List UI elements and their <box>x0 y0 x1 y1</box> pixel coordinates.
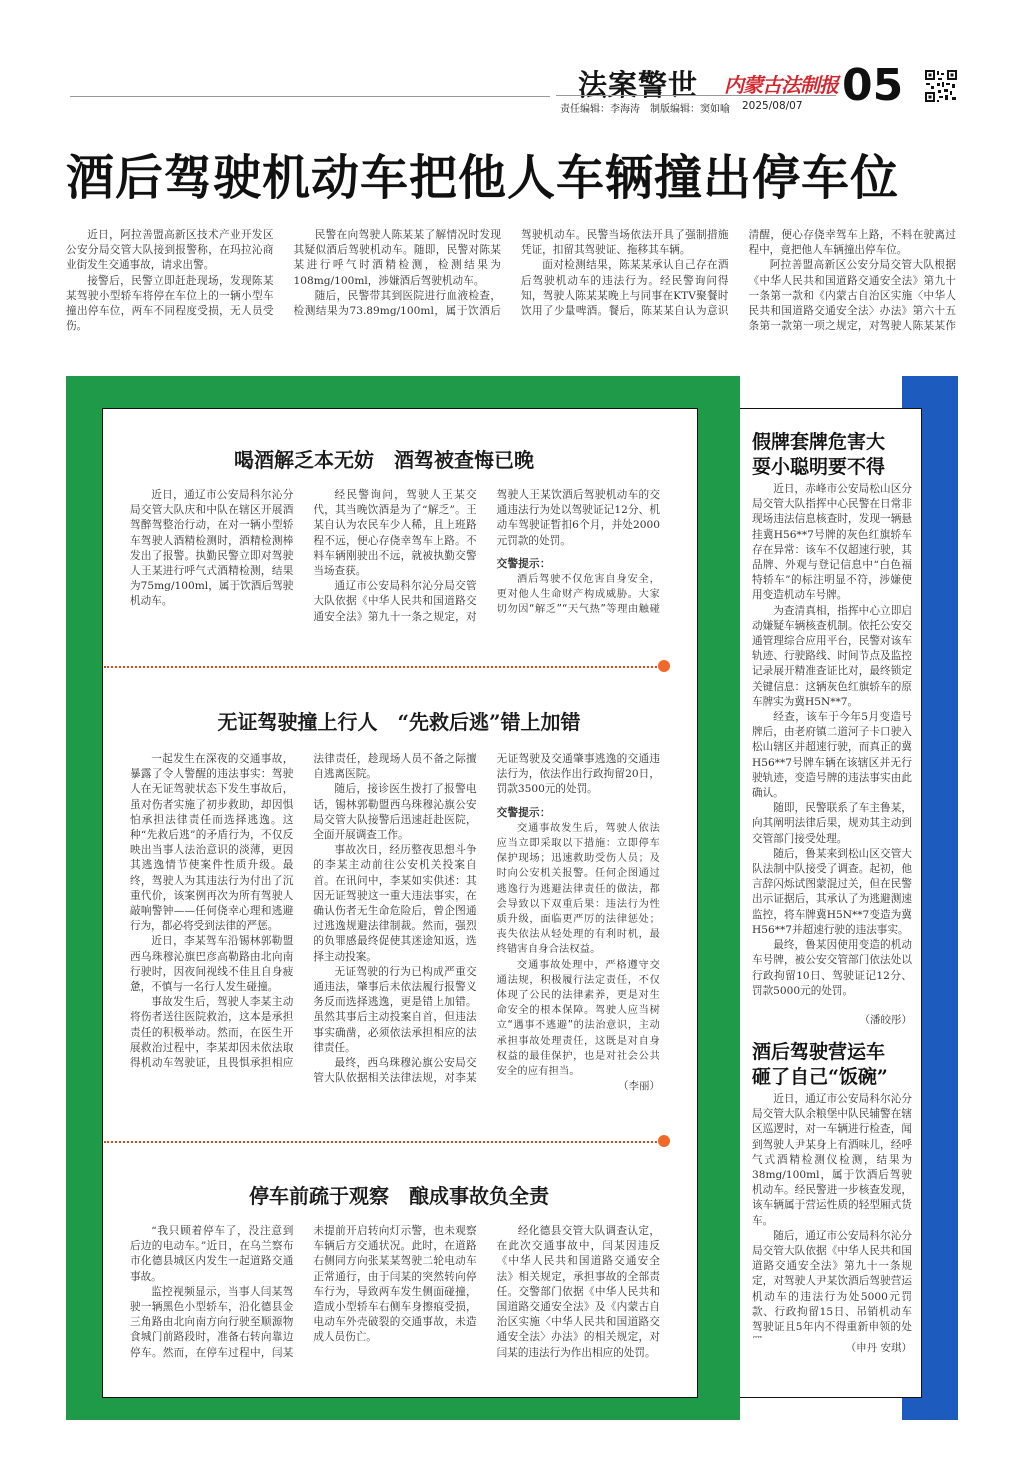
article2-tip-text: 交通事故处理中，严格遵守交通法规，积极履行法定责任，不仅体现了公民的法律素养，更是对生命安全的根本保障。驾驶人应当树立“遇事不逃避”的法治意识，主动承担事故处理责任，这既是对自身权益的最佳保护，也是对社会公共安全的应有担当。 <box>496 959 660 1078</box>
section-title: 法案警世 <box>578 68 699 102</box>
article3-paragraph: “我只顾着停车了，没注意到后边的电动车。”近日，在乌兰察布市化德县城区内发生一起道路交通事故。 <box>130 1225 294 1283</box>
paper-logo: 内蒙古法制报 <box>724 73 838 97</box>
article1-paragraph: 近日，通辽市公安局科尔沁分局交管大队庆和中队在辖区开展酒驾醉驾整治行动，在对一辆小型轿车驾驶人酒精检测时，酒精检测棒发出了报警。执勤民警立即对驾驶人王某进行呼气式酒精检测，结果为75mg/100ml，属于饮酒后驾驶机动车。 <box>130 489 294 608</box>
sidebar2-author: （申丹 安琪） <box>845 1342 912 1354</box>
sidebar2-headline: 酒后驾驶营运车 砸了自己“饭碗” <box>752 1041 905 1088</box>
article1-tip-text: 酒后驾驶不仅危害自身安全，更对他人生命财产构成威胁。大家切勿因“解乏”“天气热”等理由触碰 <box>496 574 660 616</box>
sidebar2-body <box>752 1092 912 1338</box>
issue-date: 2025/08/07 <box>742 100 803 112</box>
lead-headline: 酒后驾驶机动车把他人车辆撞出停车位 <box>66 150 900 206</box>
article2-paragraph: 最终，西乌珠穆沁旗公安局交管大队依据相关法律法规，对李某无证驾驶及交通肇事逃逸的交通违法行为，依法作出行政拘留20日，罚款3500元的处罚。 <box>313 753 660 1085</box>
lead-paragraph: 民警在向驾驶人陈某某了解情况时发现其疑似酒后驾驶机动车。随即，民警对陈某某进行呼气时酒精检测，检测结果为108mg/100ml，涉嫌酒后驾驶机动车。 <box>293 229 501 287</box>
sidebar1-paragraph: 随即，民警联系了车主鲁某，向其阐明法律后果，规劝其主动到交管部门接受处理。 <box>752 802 912 845</box>
sidebar1-paragraph: 最终，鲁某因使用变造的机动车号牌，被公安交管部门依法处以行政拘留10日、驾驶证记12分、罚款5000元的处罚。 <box>752 939 912 997</box>
sidebar1-paragraph: 为查清真相，指挥中心立即启动嫌疑车辆核查机制。依托公安交通管理综合应用平台，民警对该车轨迹、行驶路线、时间节点及监控记录展开精准查证比对，最终锁定关键信息：这辆灰色红旗轿车的原车牌实为冀H5N**7。 <box>752 604 912 708</box>
separator-1 <box>104 666 661 668</box>
lead-paragraph: 随后，民警带其到医院进行血液检查，检测结果为73.89mg/100ml，属于饮酒后驾驶机动车。民警当场依法开具了强制措施凭证，扣留其驾驶证、拖移其车辆。 <box>293 229 729 318</box>
article1-body <box>130 488 660 638</box>
sidebar1-paragraph: 随后，鲁某来到松山区交管大队法制中队接受了调查。起初，他言辞闪烁试图蒙混过关，但在民警出示证据后，其承认了为逃避测速监控，将车牌冀H5N**7变造为冀H56**7并超速行驶的违法事实。 <box>752 847 912 936</box>
lead-paragraph: 近日，阿拉善盟高新区技术产业开发区公安分局交管大队接到报警称，在玛拉沁商业街发生交通事故，请求出警。 <box>66 229 274 272</box>
article2-paragraph: 无证驾驶的行为已构成严重交通违法，肇事后未依法履行报警义务反而选择逃逸，更是错上加错。虽然其事后主动投案自首，但违法事实确凿，必须依法承担相应的法律责任。 <box>313 965 477 1054</box>
lead-paragraph: 面对检测结果，陈某某承认自己存在酒后驾驶机动车的违法行为。经民警询问得知，驾驶人陈某某晚上与同事在KTV聚餐时饮用了少量啤酒。餐后，陈某某自认为意识清醒，便心存侥幸驾车上路，不料在驶离过程中，竟把他人车辆撞出停车位。 <box>521 229 956 318</box>
article2-paragraph: 近日，李某驾车沿锡林郭勒盟西乌珠穆沁旗巴彦高勒路由北向南行驶时，因夜间视线不佳且自身疲惫，不慎与一名行人发生碰撞。 <box>130 935 294 994</box>
article2-tip-text: 交通事故发生后，驾驶人依法应当立即采取以下措施：立即停车保护现场；迅速救助受伤人员；及时向公安机关报警。任何企图通过逃逸行为逃避法律责任的做法，都会导致以下双重后果：违法行为性质升级，面临更严厉的法律惩处；丧失依法从轻处理的有利时机，最终错害自身合法权益。 <box>496 822 660 956</box>
article2-tip-title: 交警提示： <box>496 806 551 819</box>
lead-body <box>66 228 956 346</box>
sidebar1-paragraph: 经查，该车于今年5月变造号牌后，由老府镇二道河子卡口驶入松山辖区并超速行驶，而真正的冀H56**7号牌车辆在该辖区并无行驶轨迹，变造号牌的违法事实由此确认。 <box>752 711 912 800</box>
qr-code-icon <box>924 69 958 103</box>
header-rule <box>70 96 550 97</box>
article2-paragraph: 随后，接诊医生拨打了报警电话，锡林郭勒盟西乌珠穆沁旗公安局交管大队接警后迅速赶赴医院，全面开展调查工作。 <box>313 783 477 842</box>
separator-dot-1 <box>658 660 670 672</box>
article2-author: （李丽） <box>617 1080 660 1093</box>
separator-2 <box>104 1141 661 1143</box>
article2-paragraph: 事故次日，经历整夜思想斗争的李某主动前往公安机关投案自首。在讯问中，李某如实供述：其因无证驾驶这一重大违法事实，在确认伤者无生命危险后，曾企图通过逃逸规避法律制裁。然而，强烈的负罪感最终促使其迷途知返，选择主动投案。 <box>313 844 477 963</box>
sidebar2-paragraph: 近日，通辽市公安局科尔沁分局交管大队余粮堡中队民辅警在辖区巡逻时，对一车辆进行检查，闻到驾驶人尹某身上有酒味儿，经呼气式酒精检测仪检测，结果为38mg/100ml，属于饮酒后驾驶机动车。经民警进一步核查发现，该车辆属于营运性质的轻型厢式货车。 <box>752 1093 912 1227</box>
article3-paragraph: 经化德县交管大队调查认定，在此次交通事故中，闫某因违反《中华人民共和国道路交通安全法》相关规定，承担事故的全部责任。交警部门依据《中华人民共和国道路交通安全法》及《内蒙古自治区实施〈中华人民共和国道路交通安全法〉办法》的相关规定，对闫某的违法行为作出相应的处罚。 <box>496 1225 660 1359</box>
article2-body <box>130 752 660 1112</box>
sidebar2-paragraph: 随后，通辽市公安局科尔沁分局交管大队依据《中华人民共和国道路交通安全法》第九十一条规定，对驾驶人尹某饮酒后驾驶营运机动车的违法行为处5000元罚款、行政拘留15日、吊销机动车驾驶证且5年内不得重新申领的处 <box>752 1229 912 1334</box>
article3-body <box>130 1224 660 1374</box>
article1-headline: 喝酒解乏本无妨 酒驾被查悔已晚 <box>234 448 534 472</box>
separator-dot-2 <box>658 1135 670 1147</box>
sidebar1-author: （潘皎彤） <box>859 1014 912 1026</box>
lead-paragraph: 接警后，民警立即赶赴现场，发现陈某某驾驶小型轿车将停在车位上的一辆小型车撞出停车位，两车不同程度受损，无人员受伤。 <box>66 274 274 333</box>
lead-paragraph: 阿拉善盟高新区公安分局交管大队根据《中华人民共和国道路交通安全法》第九十一条第一款和《内蒙古自治区实施〈中华人民共和国道路交通安全法〉办法》第六十五条第一款第一项之规定，对驾驶人陈某某作 <box>748 259 956 333</box>
article3-headline: 停车前疏于观察 酿成事故负全责 <box>249 1184 549 1208</box>
article2-headline: 无证驾驶撞上行人 “先救后逃”错上加错 <box>217 710 581 734</box>
page-number: 05 <box>842 60 904 111</box>
article2-tip <box>497 806 660 1080</box>
header-rule-right <box>556 95 836 96</box>
article1-paragraph: 通辽市公安局科尔沁分局交管大队依据《中华人民共和国道路交通安全法》第九十一条之规定，对驾驶人王某饮酒后驾驶机动车的交通违法行为处以驾驶证记12分、机动车驾驶证暂扣6个月，并处2000元罚款的处罚。 <box>313 489 660 623</box>
article3-paragraph: 监控视频显示，当事人闫某驾驶一辆黑色小型轿车，沿化德县金三角路由北向南方向行驶至顺源物食城门前路段时，准备右转向靠边停车。然而，在停车过程中，闫某未提前开启转向灯示警，也未观察车辆后方交通状况。此时，在道路右侧同方向张某某驾驶二轮电动车正常通行，由于闫某的突然转向停车行为，导致两车发生侧面碰撞，造成小型轿车右侧车身擦痕受损，电动车外壳破裂的交通事故，未造成人员伤亡。 <box>130 1225 477 1359</box>
sidebar1-headline: 假牌套牌危害大 耍小聪明要不得 <box>752 431 905 478</box>
sidebar1-paragraph: 近日，赤峰市公安局松山区分局交管大队指挥中心民警在日常非现场违法信息核查时，发现一辆悬挂冀H56**7号牌的灰色红旗轿车存在异常：该车不仅超速行驶，其品牌、外观与登记信息中“白色福特轿车”的标注明显不符，涉嫌使用变造机动车号牌。 <box>752 483 912 602</box>
editor-line: 责任编辑：李海涛 制版编辑：窦如喻 <box>560 104 730 115</box>
article1-tip-title: 交警提示： <box>496 557 551 570</box>
masthead <box>0 55 1024 125</box>
sidebar1-body <box>752 482 912 1028</box>
article1-paragraph: 经民警询问，驾驶人王某交代，其当晚饮酒是为了“解乏”。王某自认为农民车少人稀，且上班路程不远，便心存侥幸驾车上路。不料车辆刚驶出不远，就被执勤交警当场查获。 <box>313 489 477 578</box>
article2-paragraph: 一起发生在深夜的交通事故，暴露了令人警醒的违法事实：驾驶人在无证驾驶状态下发生事故后，虽对伤者实施了初步救助，却因惧怕承担法律责任而选择逃逸。这种“先救后逃”的矛盾行为，不仅反映出当事人法治意识的淡薄，更因其逃逸情节使案件性质升级。最终，驾驶人为其违法行为付出了沉重代价，该案例再次为所有驾驶人敲响警钟——任何侥幸心理和逃避行为，都必将受到法律的严惩。 <box>130 753 294 933</box>
article2-paragraph: 事故发生后，驾驶人李某主动将伤者送往医院救治，这本是承担责任的积极举动。然而，在医生开展救治过程中，李某却因未依法取得机动车驾驶证，且畏惧承担相应法律责任，趁现场人员不备之际擅自逃离医院。 <box>130 753 477 1070</box>
